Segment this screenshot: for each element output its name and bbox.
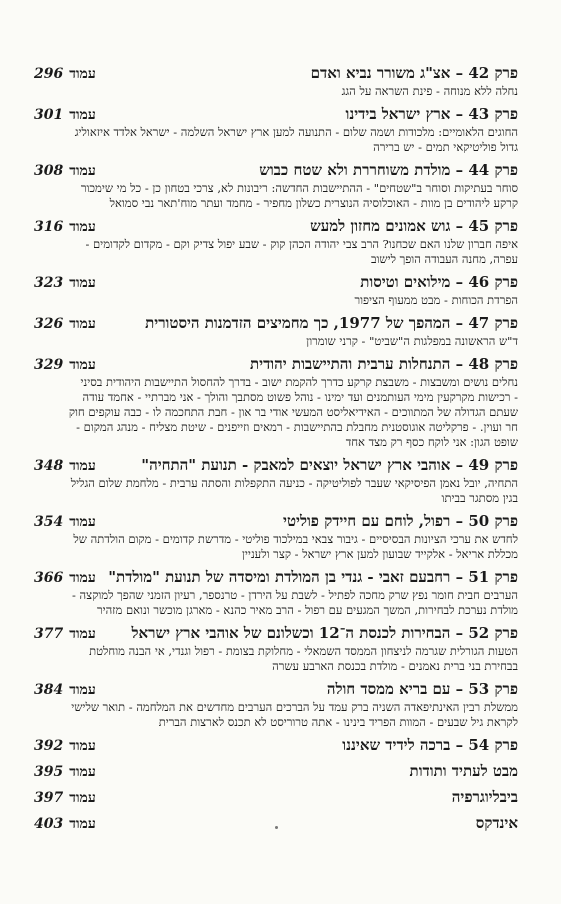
page-number: 316 (34, 219, 64, 235)
page-label: עמוד (69, 275, 96, 291)
page-reference (34, 681, 96, 700)
page-reference (34, 789, 96, 808)
subtopic-line: מכללת אריאל - אלקייד שבועון למען ארץ ישראל - קצר ולעניין (241, 547, 518, 561)
subtopic-line: הטעות הגורלית שגרמה לניצחון הממסד השמאלי - מחלוקת בצומת - רפול וגנדי, אי הבנה מוחלטת (89, 644, 518, 658)
subtopic-line: נחלים נושים ומשבצות - משבצת קרקע כדרך להקמת ישוב - בדרך להחסול התיישבות היהודית בסיני (80, 375, 518, 389)
page-label: עמוד (69, 764, 96, 780)
chapter-title: פרק 48 – התנחלות ערבית והתיישבות יהודית (250, 355, 518, 373)
toc-entry-heading (34, 762, 518, 782)
chapter-title: מבט לעתיד ותודות (409, 762, 518, 780)
toc-entry-heading (34, 64, 518, 84)
toc-entry-heading (34, 217, 518, 237)
toc-entry (34, 161, 518, 211)
page-reference (34, 625, 96, 644)
subtopic-line: התחיה, יובל נאמן הפיסיקאי שעבר לפוליטיקה - כניעה התקפלות והסתה ערבית - מלחמת שלום הגליל (70, 476, 518, 490)
page-number: 403 (34, 816, 64, 832)
page-reference (34, 356, 96, 375)
table-of-contents (34, 64, 518, 840)
page-number: 397 (34, 790, 64, 806)
chapter-subtopics (34, 588, 518, 618)
subtopic-line: בגין מסתגר בביתו (441, 491, 518, 505)
page-number: 323 (34, 275, 64, 291)
page-label: עמוד (69, 66, 96, 82)
toc-entry (34, 456, 518, 506)
page-label: עמוד (69, 790, 96, 806)
toc-entry-heading (34, 680, 518, 700)
toc-entry-heading (34, 273, 518, 293)
chapter-title: אינדקס (475, 814, 518, 832)
page-number: 392 (34, 738, 64, 754)
subtopic-line: חר ועוין. - פרקליטה אוגוסטנית מחבלת בהתיישבות - רמאים וזייפנים - שיטת מצליח - מנהג המקום - (76, 420, 518, 434)
chapter-title: פרק 52 – הבחירות לכנסת ה־12 וכשלונם של אוהבי ארץ ישראל (131, 624, 518, 642)
subtopic-line: בבחירת בני ברית נאמנים - מולדת בכנסת הארבע עשרה (272, 659, 518, 673)
page-label: עמוד (69, 570, 96, 586)
chapter-subtopics (34, 700, 518, 730)
toc-entry-heading (34, 314, 518, 334)
page-number: 384 (34, 682, 64, 698)
page-reference (34, 106, 96, 125)
page-reference (34, 815, 96, 834)
chapter-title: פרק 51 – רחבעם זאבי - גנדי בן המולדת ומיסדה של תנועת "מולדת" (108, 568, 518, 586)
page-reference (34, 457, 96, 476)
page-number: 308 (34, 163, 64, 179)
chapter-title: פרק 44 – מולדת משוחררת ולא שטח כבוש (259, 161, 518, 179)
chapter-subtopics (34, 334, 518, 349)
subtopic-line: נחלה ללא מנוחה - פינת השראה על הגג (341, 84, 518, 98)
toc-entry-heading (34, 814, 518, 834)
page-label: עמוד (69, 626, 96, 642)
page-reference (34, 513, 96, 532)
page-number: 354 (34, 514, 64, 530)
page-reference (34, 65, 96, 84)
page-reference (34, 274, 96, 293)
chapter-subtopics (34, 84, 518, 99)
page-reference (34, 763, 96, 782)
toc-entry (34, 314, 518, 349)
toc-entry (34, 64, 518, 99)
chapter-subtopics (34, 476, 518, 506)
page-dot (275, 826, 278, 829)
chapter-title: פרק 42 – אצ"ג משורר נביא ואדם (310, 64, 518, 82)
page-number: 329 (34, 357, 64, 373)
toc-entry-heading (34, 512, 518, 532)
toc-entry (34, 568, 518, 618)
page-number: 348 (34, 458, 64, 474)
toc-entry (34, 736, 518, 756)
toc-entry-heading (34, 788, 518, 808)
page-number: 377 (34, 626, 64, 642)
page-label: עמוד (69, 816, 96, 832)
page-number: 366 (34, 570, 64, 586)
subtopic-line: הערבים חבית חומר נפץ שרק מחכה לפתיל - לשבת על הירדן - טרנספר, רעיון הזמני שהפך למוקצה - (72, 588, 518, 602)
toc-entry (34, 624, 518, 674)
subtopic-line: ד"ש הראשונה במפלגות ה"שביט" - קרני שומרון (306, 334, 518, 348)
page-reference (34, 569, 96, 588)
toc-entry-heading (34, 736, 518, 756)
page-label: עמוד (69, 219, 96, 235)
chapter-title: פרק 50 – רפול, לוחם עם חיידק פוליטי (283, 512, 518, 530)
toc-entry-heading (34, 456, 518, 476)
page-label: עמוד (69, 738, 96, 754)
toc-entry-heading (34, 568, 518, 588)
toc-entry (34, 680, 518, 730)
toc-entry-heading (34, 105, 518, 125)
subtopic-line: קרקע ליהודים בן מוות - האוכלוסיה הנוצרית כשלון מחפיר - מחמד ועתר מוח'תאר נבי סמואל (109, 196, 518, 210)
toc-entry (34, 762, 518, 782)
toc-entry (34, 217, 518, 267)
chapter-title: פרק 45 – גוש אמונים מחזון למעש (310, 217, 518, 235)
chapter-subtopics (34, 293, 518, 308)
page-reference (34, 162, 96, 181)
page-label: עמוד (69, 316, 96, 332)
subtopic-line: עפרה, מחנה העבודה הופך לישוב (370, 252, 518, 266)
chapter-title: פרק 54 – ברכה לידיד שאיננו (342, 736, 518, 754)
page-number: 301 (34, 107, 64, 123)
subtopic-line: שופט הגון: אני לוקח כסף רק מצד אחד (345, 435, 518, 449)
chapter-subtopics (34, 125, 518, 155)
chapter-subtopics (34, 181, 518, 211)
toc-entry (34, 512, 518, 562)
toc-entry (34, 814, 518, 834)
subtopic-line: הפרדת הכוחות - מבט ממעוף הציפור (354, 293, 518, 307)
subtopic-line: החוגים הלאומיים: מלכודות ושמה שלום - התנועה למען ארץ ישראל השלמה - ישראל אלדד איזאוליג (74, 125, 518, 139)
toc-entry-heading (34, 161, 518, 181)
chapter-subtopics (34, 532, 518, 562)
page-label: עמוד (69, 458, 96, 474)
subtopic-line: לחדש את ערכי הציונות הבסיסיים - גיבור צבאי במילכוד פוליטי - מדרשת קדומים - מקום הולדתה של (73, 532, 518, 546)
subtopic-line: לקראת גיל שבעים - המוות הפריד בינינו - אתה טרוריסט לא תכנס לארצות הברית (158, 715, 518, 729)
page-reference (34, 218, 96, 237)
chapter-title: פרק 43 – ארץ ישראל בידינו (345, 105, 518, 123)
toc-entry (34, 105, 518, 155)
page-reference (34, 315, 96, 334)
page-label: עמוד (69, 163, 96, 179)
chapter-title: ביבליוגרפיה (451, 788, 518, 806)
page-label: עמוד (69, 357, 96, 373)
toc-entry (34, 273, 518, 308)
page-label: עמוד (69, 682, 96, 698)
chapter-title: פרק 49 – אוהבי ארץ ישראל יוצאים למאבק - תנועת "התחיה" (141, 456, 518, 474)
toc-entry-heading (34, 355, 518, 375)
subtopic-line: שעתם הגדולה של המתווכים - האידיאליסט המעשי אודי בר און - חבת התחכמה לו - כבה עוקפים חוק (68, 405, 518, 419)
chapter-subtopics (34, 237, 518, 267)
toc-entry (34, 355, 518, 450)
page-label: עמוד (69, 514, 96, 530)
subtopic-line: סוחר בעתיקות וסוחר ב"שטחים" - ההתיישבות החדשה: ריבונות לא, צרכי בטחון כן - כל מי שימכור (80, 181, 518, 195)
page-number: 296 (34, 66, 64, 82)
page-number: 395 (34, 764, 64, 780)
subtopic-line: ממשלת רבין האינתיפאדה השניה ברק עמד על הברכים הערבים מחדשים את המלחמה - תואר שלישי (71, 700, 518, 714)
chapter-title: פרק 47 – המהפך של 1977, כך מחמיצים הזדמנות היסטורית (145, 314, 518, 332)
toc-entry-heading (34, 624, 518, 644)
chapter-title: פרק 46 – מילואים וטיסות (360, 273, 518, 291)
toc-entry (34, 788, 518, 808)
page-label: עמוד (69, 107, 96, 123)
chapter-title: פרק 53 – עם בריא ממסד חולה (326, 680, 518, 698)
page-reference (34, 737, 96, 756)
subtopic-line: - רכישות מקרקעין מימי העותמנים ועד ימינו - נוהל פשוט מסתבך והולך - אני מברתיי - אחמד עודה (82, 390, 518, 404)
subtopic-line: איפה חברון שלנו האם שכחנו? הרב צבי יהודה הכהן קוק - שבע יפול צדיק וקם - מקדום לקדומים - (85, 237, 518, 251)
subtopic-line: גדול פוליטיקאי תמים - יש ברירה (373, 140, 518, 154)
subtopic-line: מולדת נערכת לבחירות, המשך המגעים עם רפול - הרב מאיר כהנא - מארגן מוכשר ונואם מזהיר (97, 603, 518, 617)
chapter-subtopics (34, 644, 518, 674)
page-number: 326 (34, 316, 64, 332)
chapter-subtopics (34, 375, 518, 450)
